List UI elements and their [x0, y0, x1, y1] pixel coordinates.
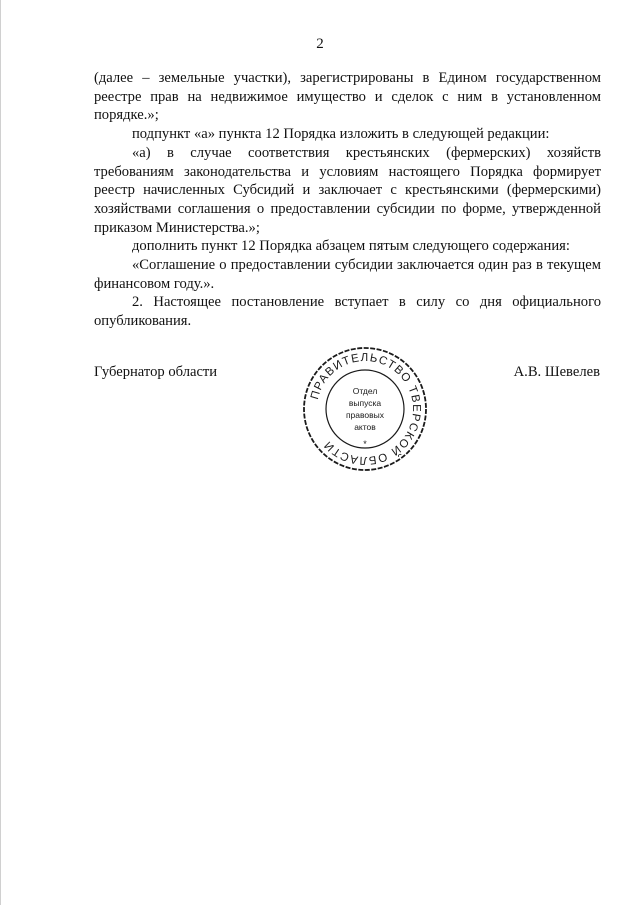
paragraph-4: дополнить пункт 12 Порядка абзацем пятым следующего содержания: [132, 238, 570, 255]
seal-ring-text: ПРАВИТЕЛЬСТВО ТВЕРСКОЙ ОБЛАСТИ [308, 351, 423, 467]
signatory-name: А.В. Шевелев [513, 364, 600, 380]
document-body [94, 69, 601, 331]
seal-graphic [302, 346, 428, 472]
paragraph-2: подпункт «а» пункта 12 Порядка изложить в следующей редакции: [132, 126, 550, 143]
seal-center-line-3: правовых [345, 410, 385, 420]
page-number: 2 [316, 36, 324, 52]
seal-outer-ring [304, 348, 426, 470]
paragraph-5: «Соглашение о предоставлении субсидии заключается один раз в текущем финансовом году.». [94, 257, 601, 292]
official-seal [302, 346, 428, 472]
seal-center-line-2: выпуска [348, 398, 382, 408]
paragraph-1: (далее – земельные участки), зарегистрированы в Едином государственном реестре прав на недвижимое имущество и сделок с ним в установленном порядке.»; [94, 70, 601, 124]
signatory-title: Губернатор области [94, 364, 218, 380]
paragraph-6: 2. Настоящее постановление вступает в силу со дня официального опубликования. [94, 294, 601, 330]
seal-center-line-4: актов [354, 422, 376, 432]
paragraph-3: «а) в случае соответствия крестьянских (фермерских) хозяйств требованиям законодательства и условиям настоящего Порядка формирует реестр начисленных Субсидий и заключает с крестьянскими (фермерскими) хозяйствами соглашения о предоставлении субсидии по форме, утвержденной приказом Министерства.»; [94, 144, 601, 236]
seal-center-line-1: Отдел [352, 386, 378, 396]
seal-star: * [363, 439, 367, 449]
seal-inner-ring [326, 370, 404, 448]
scan-edge [0, 0, 1, 905]
